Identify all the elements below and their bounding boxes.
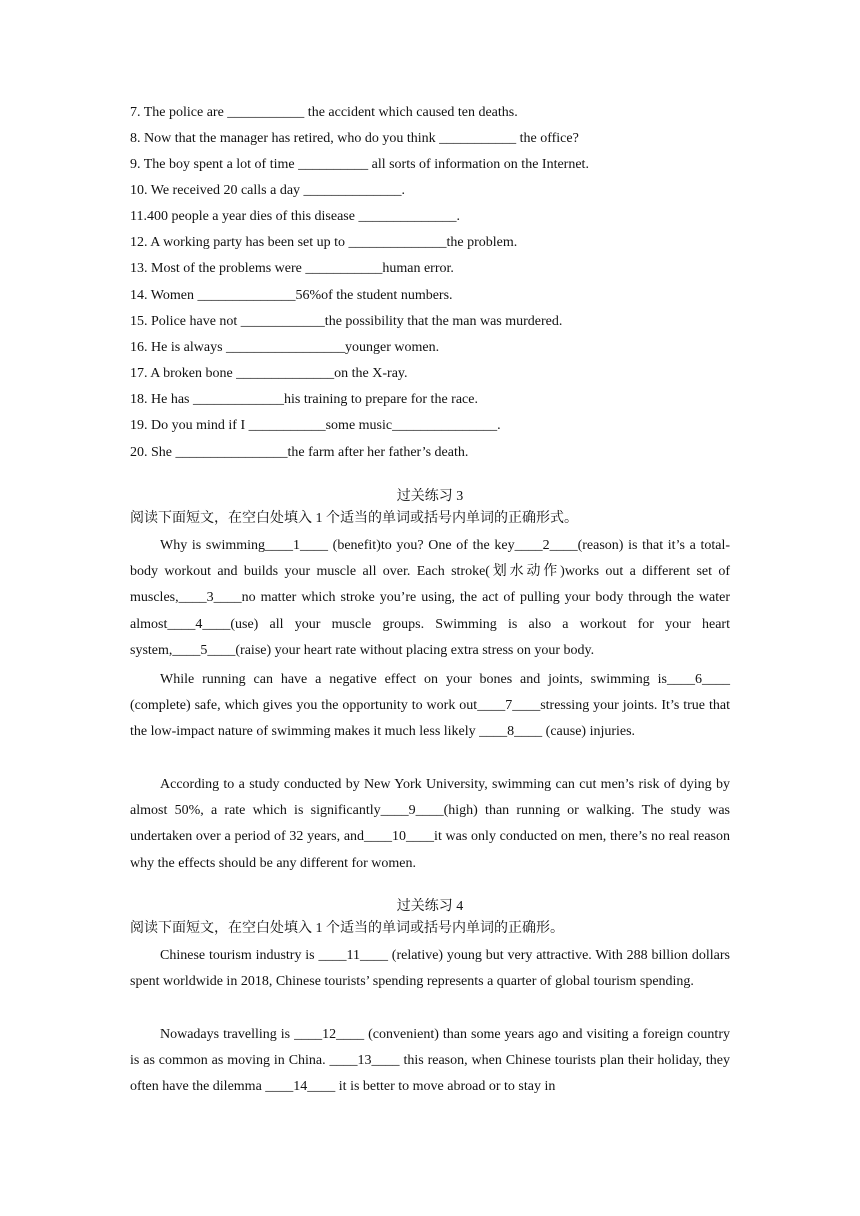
exercise-item-12: 12. A working party has been set up to ______________the problem. bbox=[130, 235, 518, 250]
exercise-item-16: 16. He is always _________________younger women. bbox=[130, 340, 440, 355]
section-3-paragraph-2: While running can have a negative effect on your bones and joints, swimming is____6____ (complete) safe, which gives you the opportunity to work out____7____stressing your joints. It’s true that the low-impact nature of swimming makes it much less likely ____8____ (cause) injuries. bbox=[130, 672, 730, 740]
exercise-item-8: 8. Now that the manager has retired, who do you think ___________ the office? bbox=[130, 131, 579, 146]
section-4-paragraph-2: Nowadays travelling is ____12____ (convenient) than some years ago and visiting a foreign country is as common as moving in China. ____13____ this reason, when Chinese tourists plan their holiday, they often have the dilemma ____14____ it is better to move abroad or to stay in bbox=[130, 1027, 730, 1095]
exercise-item-10: 10. We received 20 calls a day ______________. bbox=[130, 183, 406, 198]
section-4-paragraph-1: Chinese tourism industry is ____11____ (relative) young but very attractive. With 288 billion dollars spent worldwide in 2018, Chinese tourists’ spending represents a quarter of global tourism spending. bbox=[130, 948, 730, 990]
exercise-item-11: 11.400 people a year dies of this disease ______________. bbox=[130, 209, 460, 224]
section-4-instruction: 阅读下面短文，在空白处填入 1 个适当的单词或括号内单词的正确形。 bbox=[130, 921, 564, 936]
exercise-item-9: 9. The boy spent a lot of time __________ all sorts of information on the Internet. bbox=[130, 157, 589, 172]
exercise-item-13: 13. Most of the problems were ___________human error. bbox=[130, 261, 454, 276]
exercise-item-14: 14. Women ______________56%of the student numbers. bbox=[130, 288, 453, 303]
exercise-item-20: 20. She ________________the farm after her father’s death. bbox=[130, 445, 469, 460]
section-3-paragraph-1: Why is swimming____1____ (benefit)to you? One of the key____2____(reason) is that it’s a total-body workout and builds your muscle all over. Each stroke(划水动作)works out a different set of muscles,____3____no matter which stroke you’re using, the act of pulling your body through the water almost____4____(use) all your muscle groups. Swimming is also a workout for your heart system,____5____(raise) your heart rate without placing extra stress on your body. bbox=[130, 538, 730, 658]
exercise-item-7: 7. The police are ___________ the accident which caused ten deaths. bbox=[130, 105, 518, 120]
exercise-item-18: 18. He has _____________his training to prepare for the race. bbox=[130, 392, 478, 407]
exercise-item-15: 15. Police have not ____________the possibility that the man was murdered. bbox=[130, 314, 563, 329]
exercise-item-17: 17. A broken bone ______________on the X-ray. bbox=[130, 366, 408, 381]
section-3-instruction: 阅读下面短文，在空白处填入 1 个适当的单词或括号内单词的正确形式。 bbox=[130, 511, 578, 526]
section-4-heading: 过关练习 4 bbox=[396, 899, 464, 914]
section-3-paragraph-3: According to a study conducted by New York University, swimming can cut men’s risk of dying by almost 50%, a rate which is significantly____9____(high) than running or walking. The study was undertaken over a period of 32 years, and____10____it was only conducted on men, there’s no real reason why the effects should be any different for women. bbox=[130, 777, 730, 871]
section-3-heading: 过关练习 3 bbox=[396, 489, 464, 504]
exercise-item-19: 19. Do you mind if I ___________some music_______________. bbox=[130, 418, 501, 433]
